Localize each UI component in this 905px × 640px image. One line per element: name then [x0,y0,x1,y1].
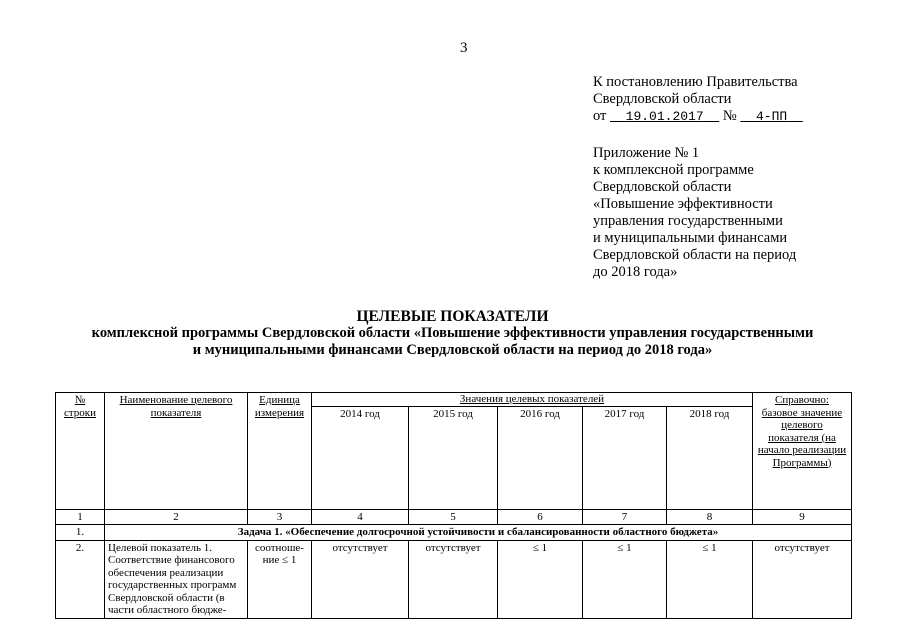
header-year: 2017 год [583,406,667,509]
indicator-value: ≤ 1 [583,540,667,618]
decree-number: 4-ПП [755,109,788,124]
page-number: 3 [460,40,468,56]
approval-block [593,74,803,125]
column-number: 2 [105,509,248,525]
approval-date-line [593,108,803,125]
header-year: 2015 год [409,406,498,509]
column-number: 1 [56,509,105,525]
decree-date: 19.01.2017 [625,109,704,124]
indicator-unit: соотноше-ние ≤ 1 [248,540,312,618]
appendix-line: и муниципальными финансами [593,230,788,246]
indicator-value: ≤ 1 [498,540,583,618]
number-sign: № [722,108,737,124]
indicators-table [55,392,852,619]
appendix-line: управления государственными [593,213,783,229]
column-number: 3 [248,509,312,525]
indicator-value: ≤ 1 [667,540,753,618]
row-number: 2. [56,540,105,618]
appendix-line: Свердловской области [593,179,732,195]
column-number: 4 [312,509,409,525]
header-unit: Единица измерения [248,393,312,510]
indicator-name: Целевой показатель 1. Соответствие финансового обеспечения реализации государственных программ Свердловской области (в части областного бюдже- [105,540,248,618]
approval-line-1: К постановлению Правительства [593,74,798,90]
column-number: 9 [753,509,852,525]
document-title [0,308,905,359]
indicator-value: отсутствует [312,540,409,618]
header-year: 2016 год [498,406,583,509]
table-row [56,540,852,618]
appendix-block [593,145,796,281]
header-name: Наименование целевого показателя [105,393,248,510]
title-line-3: и муниципальными финансами Свердловской области на период до 2018 года» [192,342,713,358]
header-values-group: Значения целевых показателей [312,393,753,407]
title-line-1: ЦЕЛЕВЫЕ ПОКАЗАТЕЛИ [356,308,549,325]
column-number: 8 [667,509,753,525]
column-number: 5 [409,509,498,525]
date-prefix: от [593,108,607,124]
appendix-line: до 2018 года» [593,264,678,280]
header-reference: Справочно: базовое значение целевого показателя (на начало реализации Программы) [753,393,852,510]
column-number: 6 [498,509,583,525]
row-number: 1. [56,525,105,541]
indicator-reference: отсутствует [753,540,852,618]
appendix-line: к комплексной программе [593,162,754,178]
appendix-line: Приложение № 1 [593,145,700,161]
appendix-line: «Повышение эффективности [593,196,773,212]
approval-line-2: Свердловской области [593,91,732,107]
table-row [56,525,852,541]
header-year: 2018 год [667,406,753,509]
column-number-row [56,509,852,525]
indicator-value: отсутствует [409,540,498,618]
column-number: 7 [583,509,667,525]
header-row-no: № строки [56,393,105,510]
title-line-2: комплексной программы Свердловской области «Повышение эффективности управления государственными [91,325,814,341]
appendix-line: Свердловской области на период [593,247,797,263]
task-heading: Задача 1. «Обеспечение долгосрочной устойчивости и сбалансированности областного бюджета» [105,525,852,541]
header-year: 2014 год [312,406,409,509]
